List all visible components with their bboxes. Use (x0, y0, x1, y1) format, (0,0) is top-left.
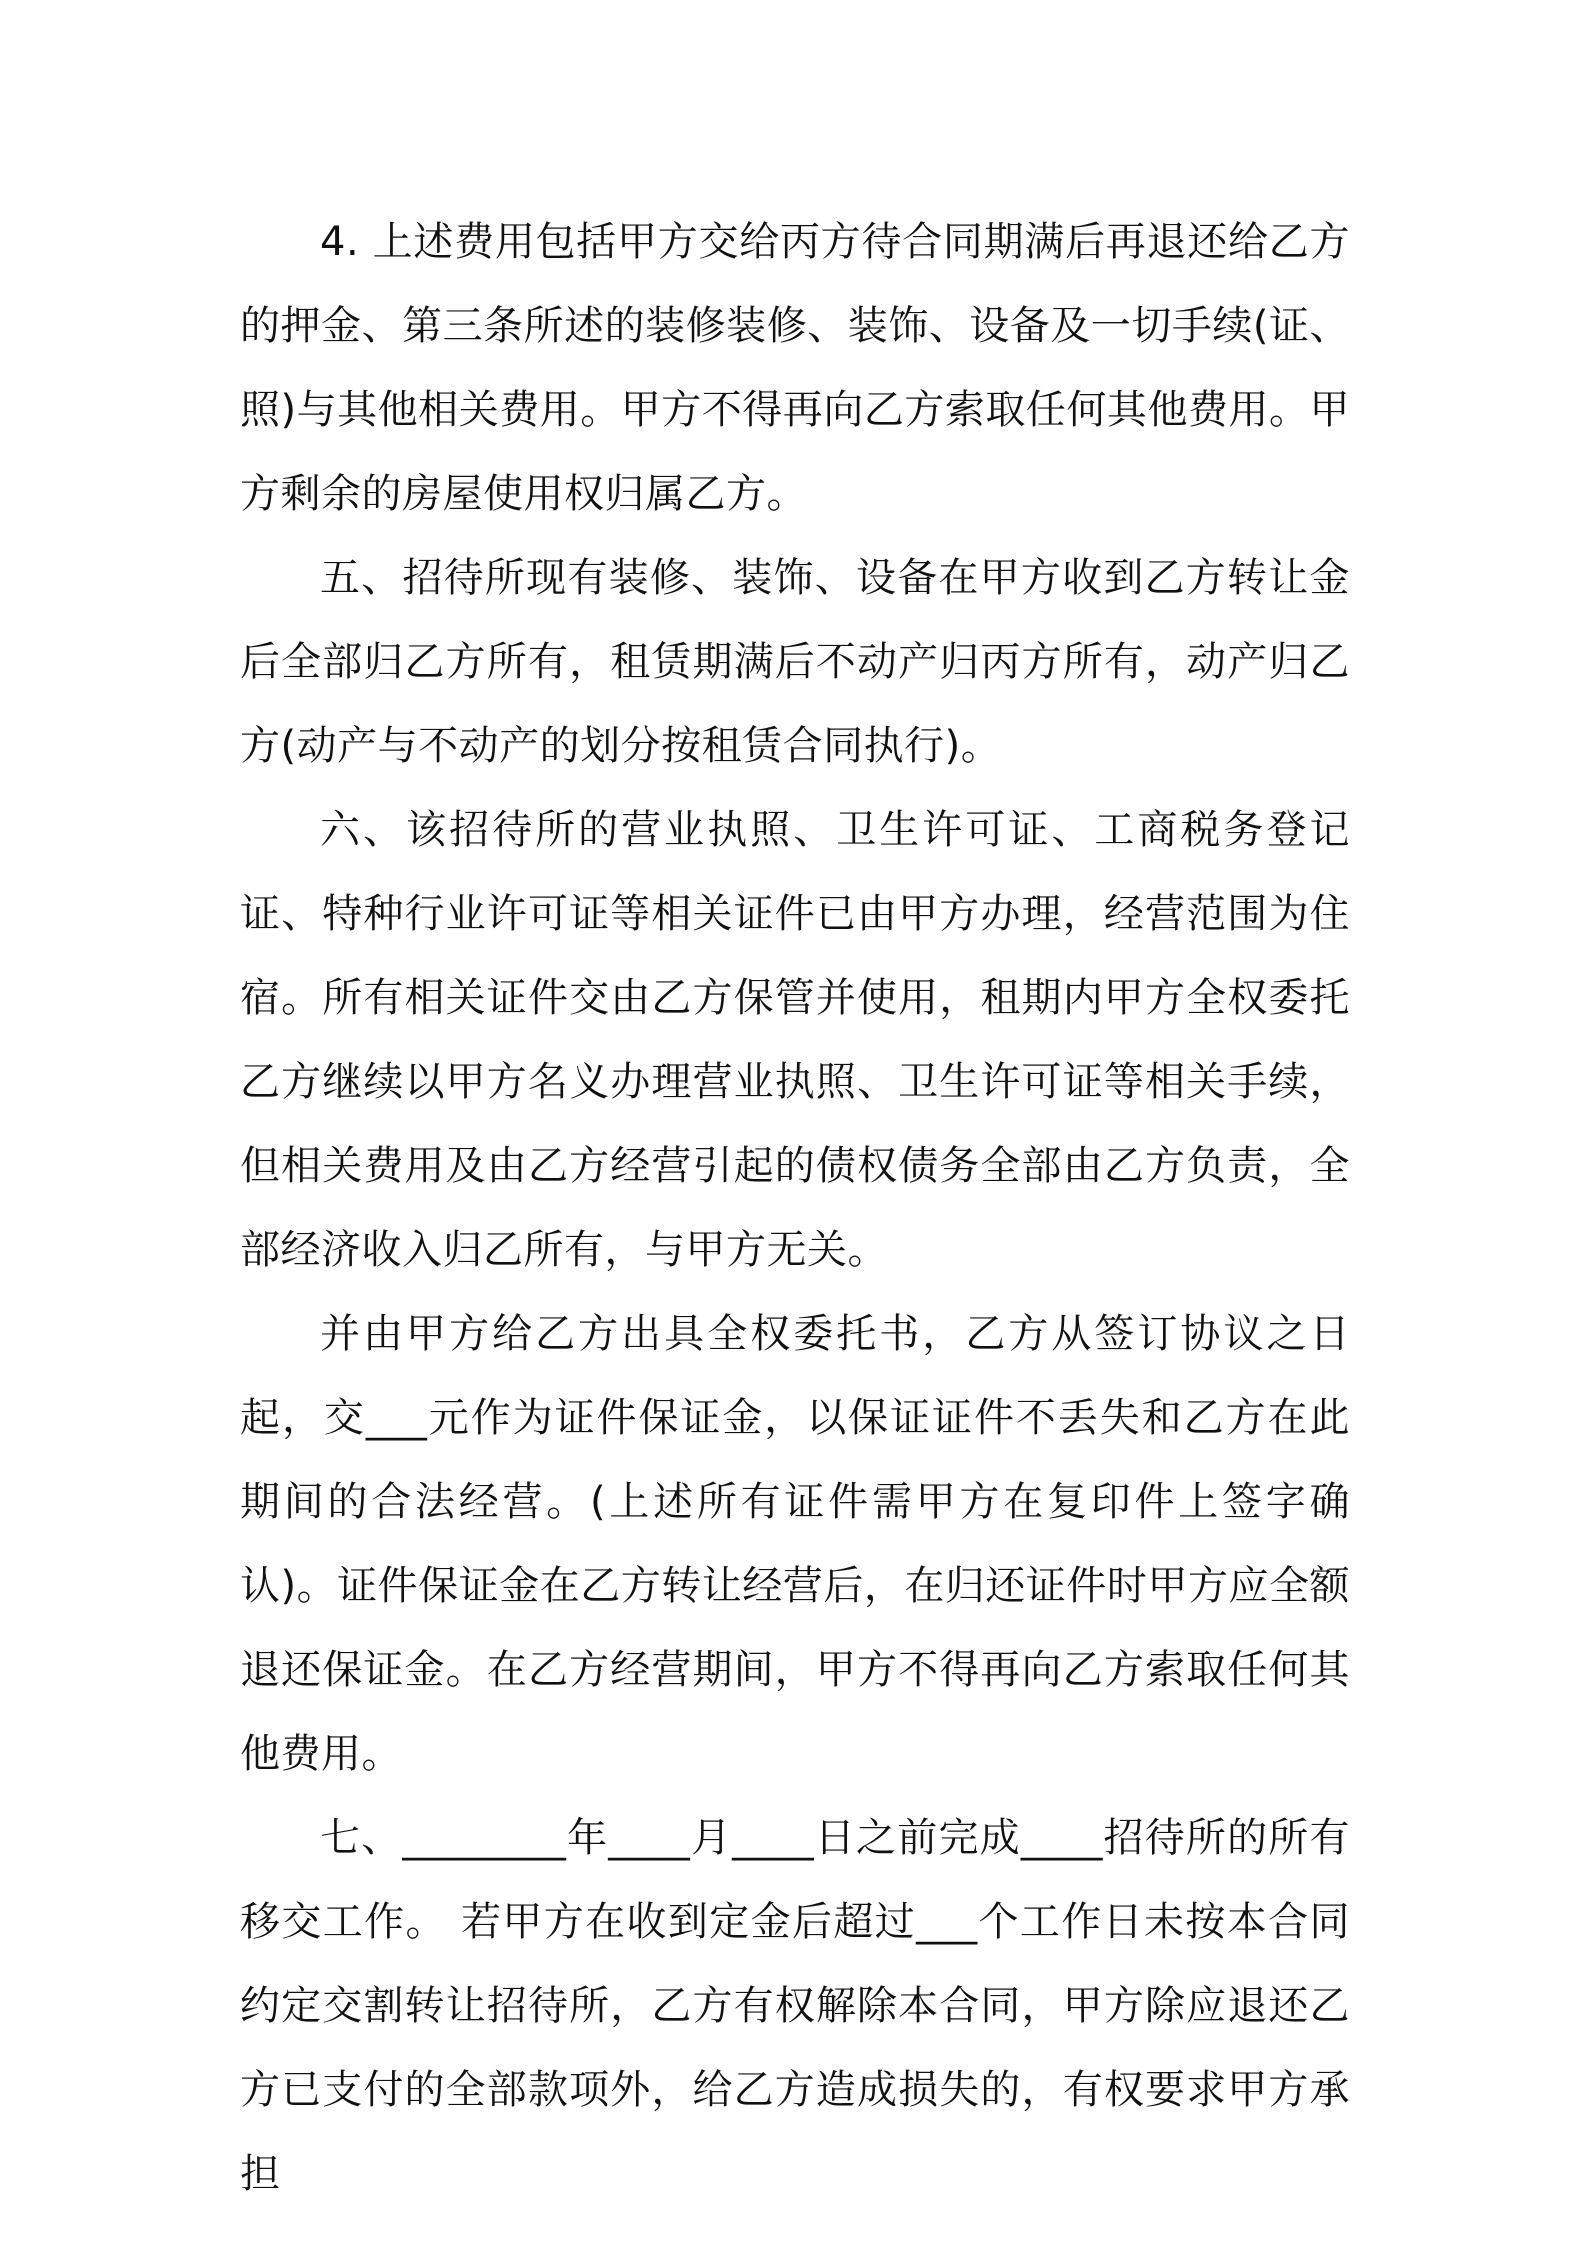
clause-4-fees: 4. 上述费用包括甲方交给丙方待合同期满后再退还给乙方的押金、第三条所述的装修装修、装饰、设备及一切手续(证、照)与其他相关费用。甲方不得再向乙方索取任何其他费用。甲方剩余的房屋使用权归属乙方。 (240, 219, 1350, 517)
document-page (240, 200, 1350, 2216)
clause-6-licenses: 六、该招待所的营业执照、卫生许可证、工商税务登记证、特种行业许可证等相关证件已由甲方办理，经营范围为住宿。所有相关证件交由乙方保管并使用，租期内甲方全权委托乙方继续以甲方名义办理营业执照、卫生许可证等相关手续，但相关费用及由乙方经营引起的债权债务全部由乙方负责，全部经济收入归乙所有，与甲方无关。 (240, 807, 1350, 1273)
clause-7-handover: 七、________年____月____日之前完成____招待所的所有移交工作。 若甲方在收到定金后超过___个工作日未按本合同约定交割转让招待所，乙方有权解除本合同，甲方除应退还乙方已支付的全部款项外，给乙方造成损失的，有权要求甲方承担 (240, 1815, 1350, 2197)
clause-6-power-of-attorney: 并由甲方给乙方出具全权委托书，乙方从签订协议之日起，交___元作为证件保证金，以保证证件不丢失和乙方在此期间的合法经营。(上述所有证件需甲方在复印件上签字确认)。证件保证金在乙方转让经营后，在归还证件时甲方应全额退还保证金。在乙方经营期间，甲方不得再向乙方索取任何其他费用。 (240, 1311, 1350, 1777)
clause-5-decoration-ownership: 五、招待所现有装修、装饰、设备在甲方收到乙方转让金后全部归乙方所有，租赁期满后不动产归丙方所有，动产归乙方(动产与不动产的划分按租赁合同执行)。 (240, 555, 1350, 769)
